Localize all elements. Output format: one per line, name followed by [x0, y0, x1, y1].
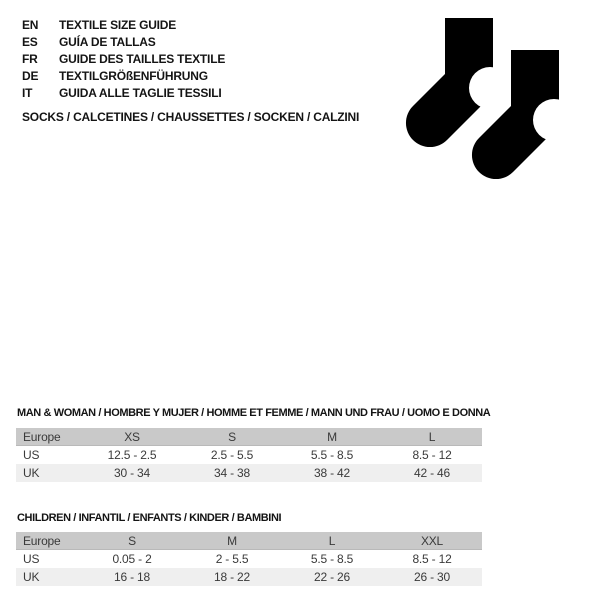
size-table-man-woman: [16, 428, 482, 482]
cell-value: 34 - 38: [214, 466, 250, 480]
size-table-children: [16, 532, 482, 586]
language-label: GUÍA DE TALLAS: [59, 35, 156, 49]
cell-region: UK: [23, 466, 40, 480]
cell-value: 16 - 18: [114, 570, 150, 584]
column-header-size: XXL: [420, 534, 444, 548]
cell-value: 0.05 - 2: [112, 552, 152, 566]
cell-value: 42 - 46: [414, 466, 450, 480]
language-list: [22, 17, 225, 102]
sock-heel-dot: [533, 99, 575, 141]
language-row-de: [22, 68, 225, 85]
column-header-region: Europe: [23, 534, 61, 548]
cell-value: 8.5 - 12: [412, 448, 452, 462]
table-header-row: [16, 532, 482, 550]
column-header-size: L: [428, 430, 436, 444]
cell-value: 8.5 - 12: [412, 552, 452, 566]
cell-value: 22 - 26: [314, 570, 350, 584]
table-row-uk: [16, 568, 482, 586]
table-header-row: [16, 428, 482, 446]
language-code: ES: [22, 35, 38, 49]
column-header-size: S: [228, 430, 236, 444]
table-row-us: [16, 550, 482, 568]
language-code: IT: [22, 86, 33, 100]
column-header-size: M: [327, 430, 337, 444]
sock-heel-dot: [469, 67, 511, 109]
cell-value: 2.5 - 5.5: [210, 448, 254, 462]
table-title-children: CHILDREN / INFANTIL / ENFANTS / KINDER / BAMBINI: [17, 512, 282, 524]
language-row-it: [22, 85, 225, 102]
language-label: GUIDA ALLE TAGLIE TESSILI: [59, 86, 222, 100]
language-row-es: [22, 34, 225, 51]
column-header-size: S: [128, 534, 136, 548]
language-row-en: [22, 17, 225, 34]
cell-region: US: [23, 552, 40, 566]
column-header-size: XS: [124, 430, 140, 444]
language-label: TEXTILGRÖßENFÜHRUNG: [59, 69, 208, 83]
cell-region: UK: [23, 570, 40, 584]
language-row-fr: [22, 51, 225, 68]
column-header-size: M: [227, 534, 237, 548]
language-code: DE: [22, 69, 39, 83]
cell-region: US: [23, 448, 40, 462]
cell-value: 5.5 - 8.5: [310, 552, 354, 566]
cell-value: 18 - 22: [214, 570, 250, 584]
language-label: TEXTILE SIZE GUIDE: [59, 18, 177, 32]
table-title-man-woman: MAN & WOMAN / HOMBRE Y MUJER / HOMME ET FEMME / MANN UND FRAU / UOMO E DONNA: [17, 407, 491, 419]
language-code: EN: [22, 18, 39, 32]
language-code: FR: [22, 52, 38, 66]
cell-value: 2 - 5.5: [215, 552, 249, 566]
cell-value: 30 - 34: [114, 466, 150, 480]
column-header-region: Europe: [23, 430, 61, 444]
cell-value: 12.5 - 2.5: [107, 448, 157, 462]
language-label: GUIDE DES TAILLES TEXTILE: [59, 52, 226, 66]
cell-value: 5.5 - 8.5: [310, 448, 354, 462]
table-row-uk: [16, 464, 482, 482]
cell-value: 38 - 42: [314, 466, 350, 480]
column-header-size: L: [328, 534, 336, 548]
category-title: SOCKS / CALCETINES / CHAUSSETTES / SOCKEN / CALZINI: [22, 110, 360, 124]
cell-value: 26 - 30: [414, 570, 450, 584]
table-row-us: [16, 446, 482, 464]
socks-icon: [395, 5, 590, 200]
